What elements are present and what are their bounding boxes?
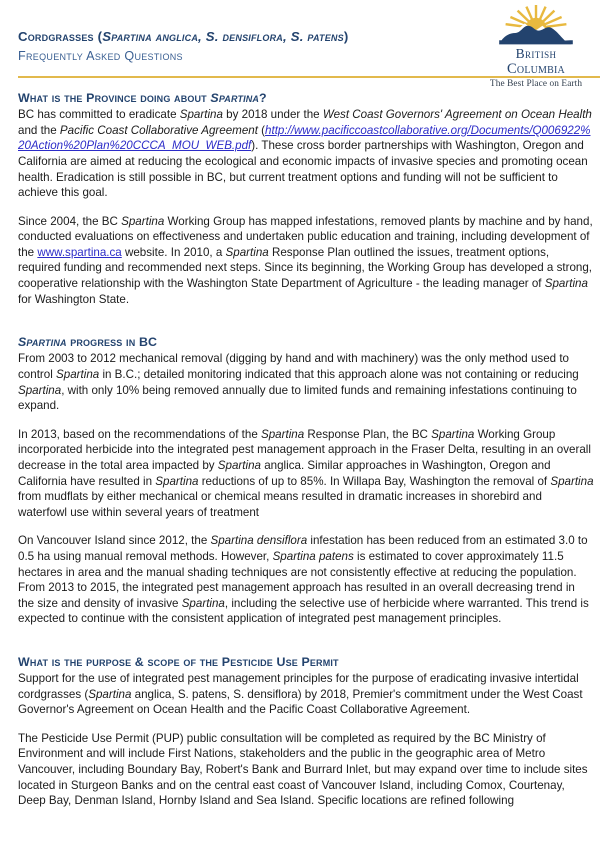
text-run: Working Group incorporated herbicide into the integrated pest management approach in the Fraser Delta, resulting in an overall decrease in the total area impacted by: [18, 427, 591, 472]
heading-text: What is the Province doing about: [18, 91, 211, 105]
logo-wordmark-line2: Columbia: [507, 60, 565, 77]
section-heading-province-doing: [18, 90, 599, 106]
text-run-italic: Spartina patens: [272, 549, 354, 563]
section-heading-spartina-progress: [18, 334, 599, 350]
text-run-italic: Spartina densiflora: [210, 534, 308, 548]
spartina-ca-link[interactable]: www.spartina.ca: [37, 245, 122, 259]
pacific-coast-collaborative-link[interactable]: http://www.pacificcoastcollaborative.org/Documents/Q006922%20Action%20Plan%20CCCA_MOU_WEB.pdf: [18, 123, 591, 153]
text-run: anglica, S. patens, S. densiflora) by 2018, Premier's commitment under the West Coast Governor's Agreement on Ocean Health and the Pacific Coast Collaborative Agreement.: [18, 687, 583, 717]
text-run: website. In 2010, a: [121, 245, 226, 259]
heading-species: Spartina: [210, 91, 260, 105]
text-run: by 2018 under the: [222, 108, 323, 122]
text-run: Response Plan, the BC: [304, 427, 432, 441]
document-title-suffix: ): [343, 29, 349, 44]
text-run: Since 2004, the BC: [18, 214, 122, 228]
document-header: [17, 0, 599, 90]
text-run-italic: Spartina: [544, 277, 588, 291]
text-run-italic: Spartina: [179, 108, 223, 122]
text-run: in B.C.; detailed monitoring indicated that this approach alone was not containing or reducing: [99, 367, 579, 381]
paragraph-herbicide-2013: [18, 427, 594, 521]
text-run: (: [257, 123, 266, 137]
text-run: ). These cross border partnerships with Washington, Oregon and California are aimed at reducing the ecological and economic impacts of invasive species and promoting ocean health. Eradication is still possible in BC, but current treatment options and funding will not be sufficient to achieve this goal.: [18, 139, 588, 200]
text-run-italic: Pacific Coast Collaborative Agreement: [59, 123, 258, 137]
text-run-italic: Spartina: [121, 214, 165, 228]
text-run-italic: Spartina: [88, 687, 132, 701]
paragraph-mechanical-removal: [18, 351, 594, 413]
section-spacer: [17, 640, 599, 654]
text-run-italic: Spartina: [56, 367, 100, 381]
text-run: anglica. Similar approaches in Washington, Oregon and California have resulted in: [18, 458, 551, 488]
text-run-italic: Spartina: [217, 458, 261, 472]
text-run: infestation has been reduced from an estimated 3.0 to 0.5 ha using manual removal methods. However,: [18, 534, 588, 563]
text-run-italic: Spartina: [225, 245, 269, 259]
text-run: is estimated to cover approximately 11.5 hectares in area and the manual shading techniques are not consistently effective at reducing the population. From 2013 to 2015, the integrated pest management approach has resulted in an overall decreasing trend in the size and density of invasive: [18, 549, 577, 610]
text-run-italic: Spartina: [261, 427, 305, 441]
paragraph-vancouver-island: [18, 533, 594, 627]
document-body: [17, 78, 599, 809]
text-run: Working Group has mapped infestations, removed plants by machine and by hand, conducted evaluations on effectiveness and undertaken public education and training, including development of the: [18, 214, 593, 259]
section-spacer: [17, 320, 599, 334]
text-run: BC has committed to eradicate: [18, 108, 180, 122]
text-run: from mudflats by either mechanical or chemical means resulted in dramatic increases in shorebird and waterfowl use within several years of treatment: [18, 490, 542, 519]
document-title-prefix: Cordgrasses (: [18, 29, 103, 44]
section-heading-pesticide-use-permit: What is the purpose & scope of the Pesticide Use Permit: [18, 654, 339, 669]
text-run-italic: Spartina: [550, 474, 594, 488]
heading-punct: ?: [259, 91, 267, 105]
bc-sun-mountain-logo-icon: [488, 4, 584, 46]
text-run: for Washington State.: [18, 292, 130, 306]
text-run: reductions of up to 85%. In Willapa Bay, Washington the removal of: [198, 474, 551, 488]
title-block: [18, 28, 348, 63]
heading-abbrev: BC: [138, 335, 158, 350]
text-run: and the: [18, 123, 60, 137]
paragraph-province-commitment: [18, 107, 594, 201]
heading-species: Spartina: [18, 335, 67, 350]
text-run: Response Plan outlined the issues, treatment options, required funding and recommended next steps. Since its beginning, the Working Group has developed a strong, cooperative relationship with the Washington State Department of Agriculture - the leading manager of: [18, 245, 593, 291]
document-title-species: Spartina anglica, S. densiflora, S. patens: [102, 29, 344, 44]
logo-tagline: The Best Place on Earth: [489, 79, 583, 90]
text-run: , including the selective use of herbicide where warranted. This trend is expected to continue with the consistent application of integrated pest management principles.: [18, 596, 589, 626]
text-run: , with only 10% being removed annually due to limited funds and remaining infestations continuing to expand.: [18, 383, 577, 413]
text-run: On Vancouver Island since 2012, the: [18, 534, 211, 548]
text-run-italic: West Coast Governors' Agreement on Ocean Health: [322, 108, 592, 122]
bc-government-logo: [475, 4, 597, 89]
logo-wordmark-line1: British: [515, 46, 557, 61]
text-run: Support for the use of integrated pest management principles for the purpose of eradicating invasive intertidal cordgrasses (: [18, 672, 579, 701]
text-run-italic: Spartina: [431, 427, 475, 441]
text-run-italic: Spartina: [181, 596, 225, 610]
logo-wordmark: [475, 47, 597, 77]
paragraph-pup-consultation: The Pesticide Use Permit (PUP) public consultation will be completed as required by the BC Ministry of Environment and will include First Nations, stakeholders and the public in the geographic area of Metro Vancouver, including Boundary Bay, Robert's Bank and Burrard Inlet, but may expand over time to include sites located in Sturgeon Banks and on the central east coast of Vancouver Island, including Comox, Courtenay, Deep Bay, Denman Island, Hornby Island and Sea Island. Specific locations are refined following: [18, 731, 588, 808]
heading-text: progress in: [66, 335, 139, 350]
text-run-italic: Spartina: [18, 383, 62, 397]
paragraph-pup-purpose: [18, 671, 594, 718]
document-title: [18, 28, 348, 46]
text-run: From 2003 to 2012 mechanical removal (digging by hand and with machinery) was the only method used to control: [18, 352, 570, 381]
document-subtitle: Frequently Asked Questions: [18, 48, 183, 63]
text-run: In 2013, based on the recommendations of the: [18, 427, 261, 441]
text-run-italic: Spartina: [155, 474, 199, 488]
paragraph-working-group-history: [18, 214, 594, 308]
